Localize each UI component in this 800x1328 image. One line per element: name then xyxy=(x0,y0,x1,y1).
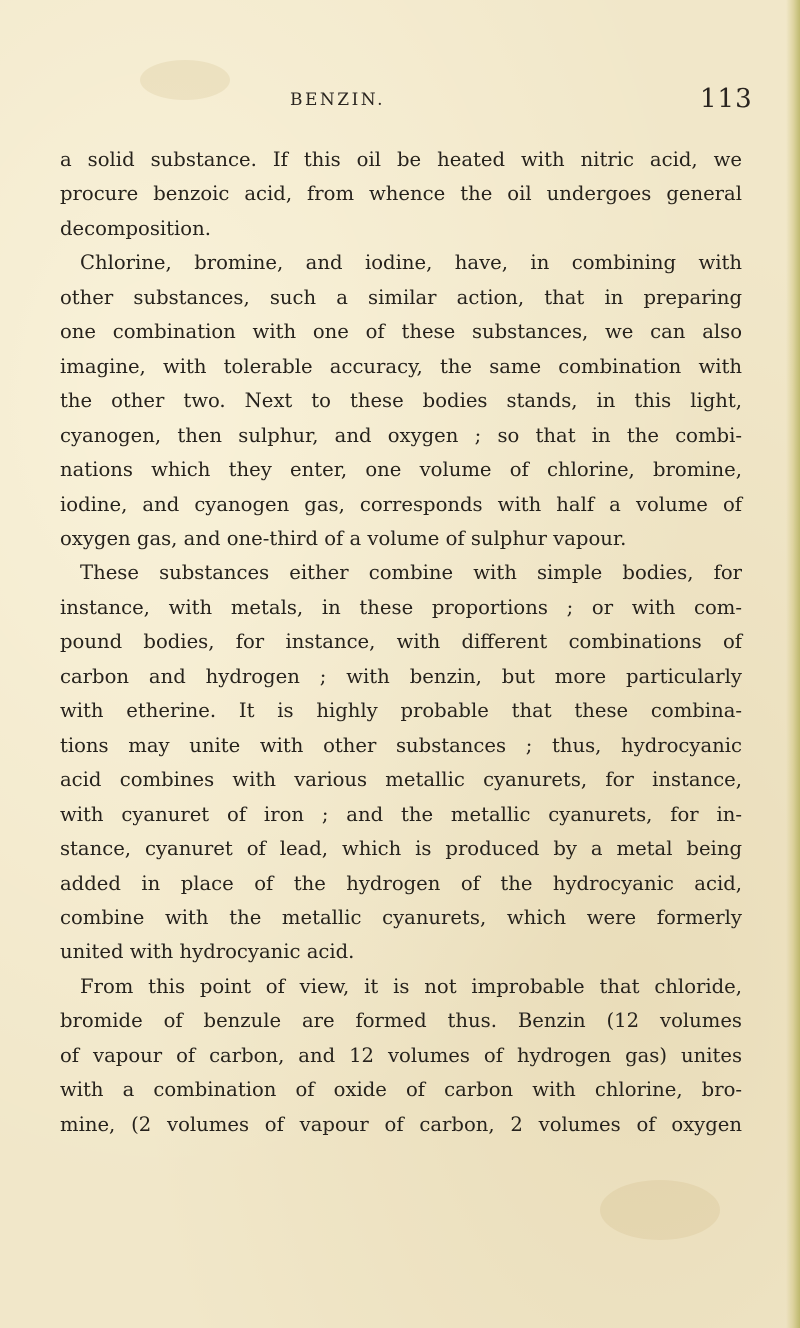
text-line: a solid substance. If this oil be heated with nitric acid, we xyxy=(60,148,742,171)
running-head: BENZIN. xyxy=(290,90,385,110)
text-line: stance, cyanuret of lead, which is produced by a metal being xyxy=(60,837,742,861)
text-line: united with hydrocyanic acid. xyxy=(60,940,355,964)
text-line: with etherine. It is highly probable that these combina- xyxy=(60,699,742,723)
page-edge xyxy=(786,0,800,1328)
paragraph xyxy=(60,970,742,1142)
page-number: 113 xyxy=(700,84,753,114)
text-line: From this point of view, it is not improbable that chloride, xyxy=(80,974,742,998)
page-header xyxy=(0,84,800,124)
text-line: one combination with one of these substances, we can also xyxy=(60,320,742,344)
text-line: of vapour of carbon, and 12 volumes of hydrogen gas) unites xyxy=(60,1043,742,1067)
text-line: cyanogen, then sulphur, and oxygen ; so that in the combi- xyxy=(60,423,742,447)
text-line: carbon and hydrogen ; with benzin, but more particularly xyxy=(60,664,742,688)
paper-stain xyxy=(600,1180,720,1240)
text-line: added in place of the hydrogen of the hydrocyanic acid, xyxy=(60,871,742,895)
text-line: the other two. Next to these bodies stands, in this light, xyxy=(60,389,742,413)
text-line: other substances, such a similar action, that in preparing xyxy=(60,285,742,309)
paragraph xyxy=(60,556,742,969)
text-line: oxygen gas, and one-third of a volume of sulphur vapour. xyxy=(60,526,627,550)
text-line: procure benzoic acid, from whence the oil undergoes general xyxy=(60,182,742,206)
text-line: pound bodies, for instance, with different combinations of xyxy=(60,630,742,654)
text-line: with cyanuret of iron ; and the metallic cyanurets, for in- xyxy=(60,802,742,826)
text-line: mine, (2 volumes of vapour of carbon, 2 volumes of oxygen xyxy=(60,1112,742,1136)
text-line: bromide of benzule are formed thus. Benzin (12 volumes xyxy=(60,1009,742,1033)
text-line: combine with the metallic cyanurets, which were formerly xyxy=(60,905,742,929)
paragraph xyxy=(60,143,742,246)
text-line: with a combination of oxide of carbon with chlorine, bro- xyxy=(60,1078,742,1102)
text-line: imagine, with tolerable accuracy, the same combination with xyxy=(60,354,742,378)
text-line: iodine, and cyanogen gas, corresponds with half a volume of xyxy=(60,492,742,516)
text-line: acid combines with various metallic cyanurets, for instance, xyxy=(60,768,742,792)
text-line: instance, with metals, in these proportions ; or with com- xyxy=(60,595,742,619)
body-text xyxy=(60,143,742,1142)
text-line: tions may unite with other substances ; thus, hydrocyanic xyxy=(60,733,742,757)
paragraph xyxy=(60,246,742,556)
text-line: Chlorine, bromine, and iodine, have, in combining with xyxy=(80,251,742,275)
text-line: nations which they enter, one volume of chlorine, bromine, xyxy=(60,458,742,482)
text-line: These substances either combine with simple bodies, for xyxy=(80,561,742,585)
text-line: decomposition. xyxy=(60,216,211,240)
